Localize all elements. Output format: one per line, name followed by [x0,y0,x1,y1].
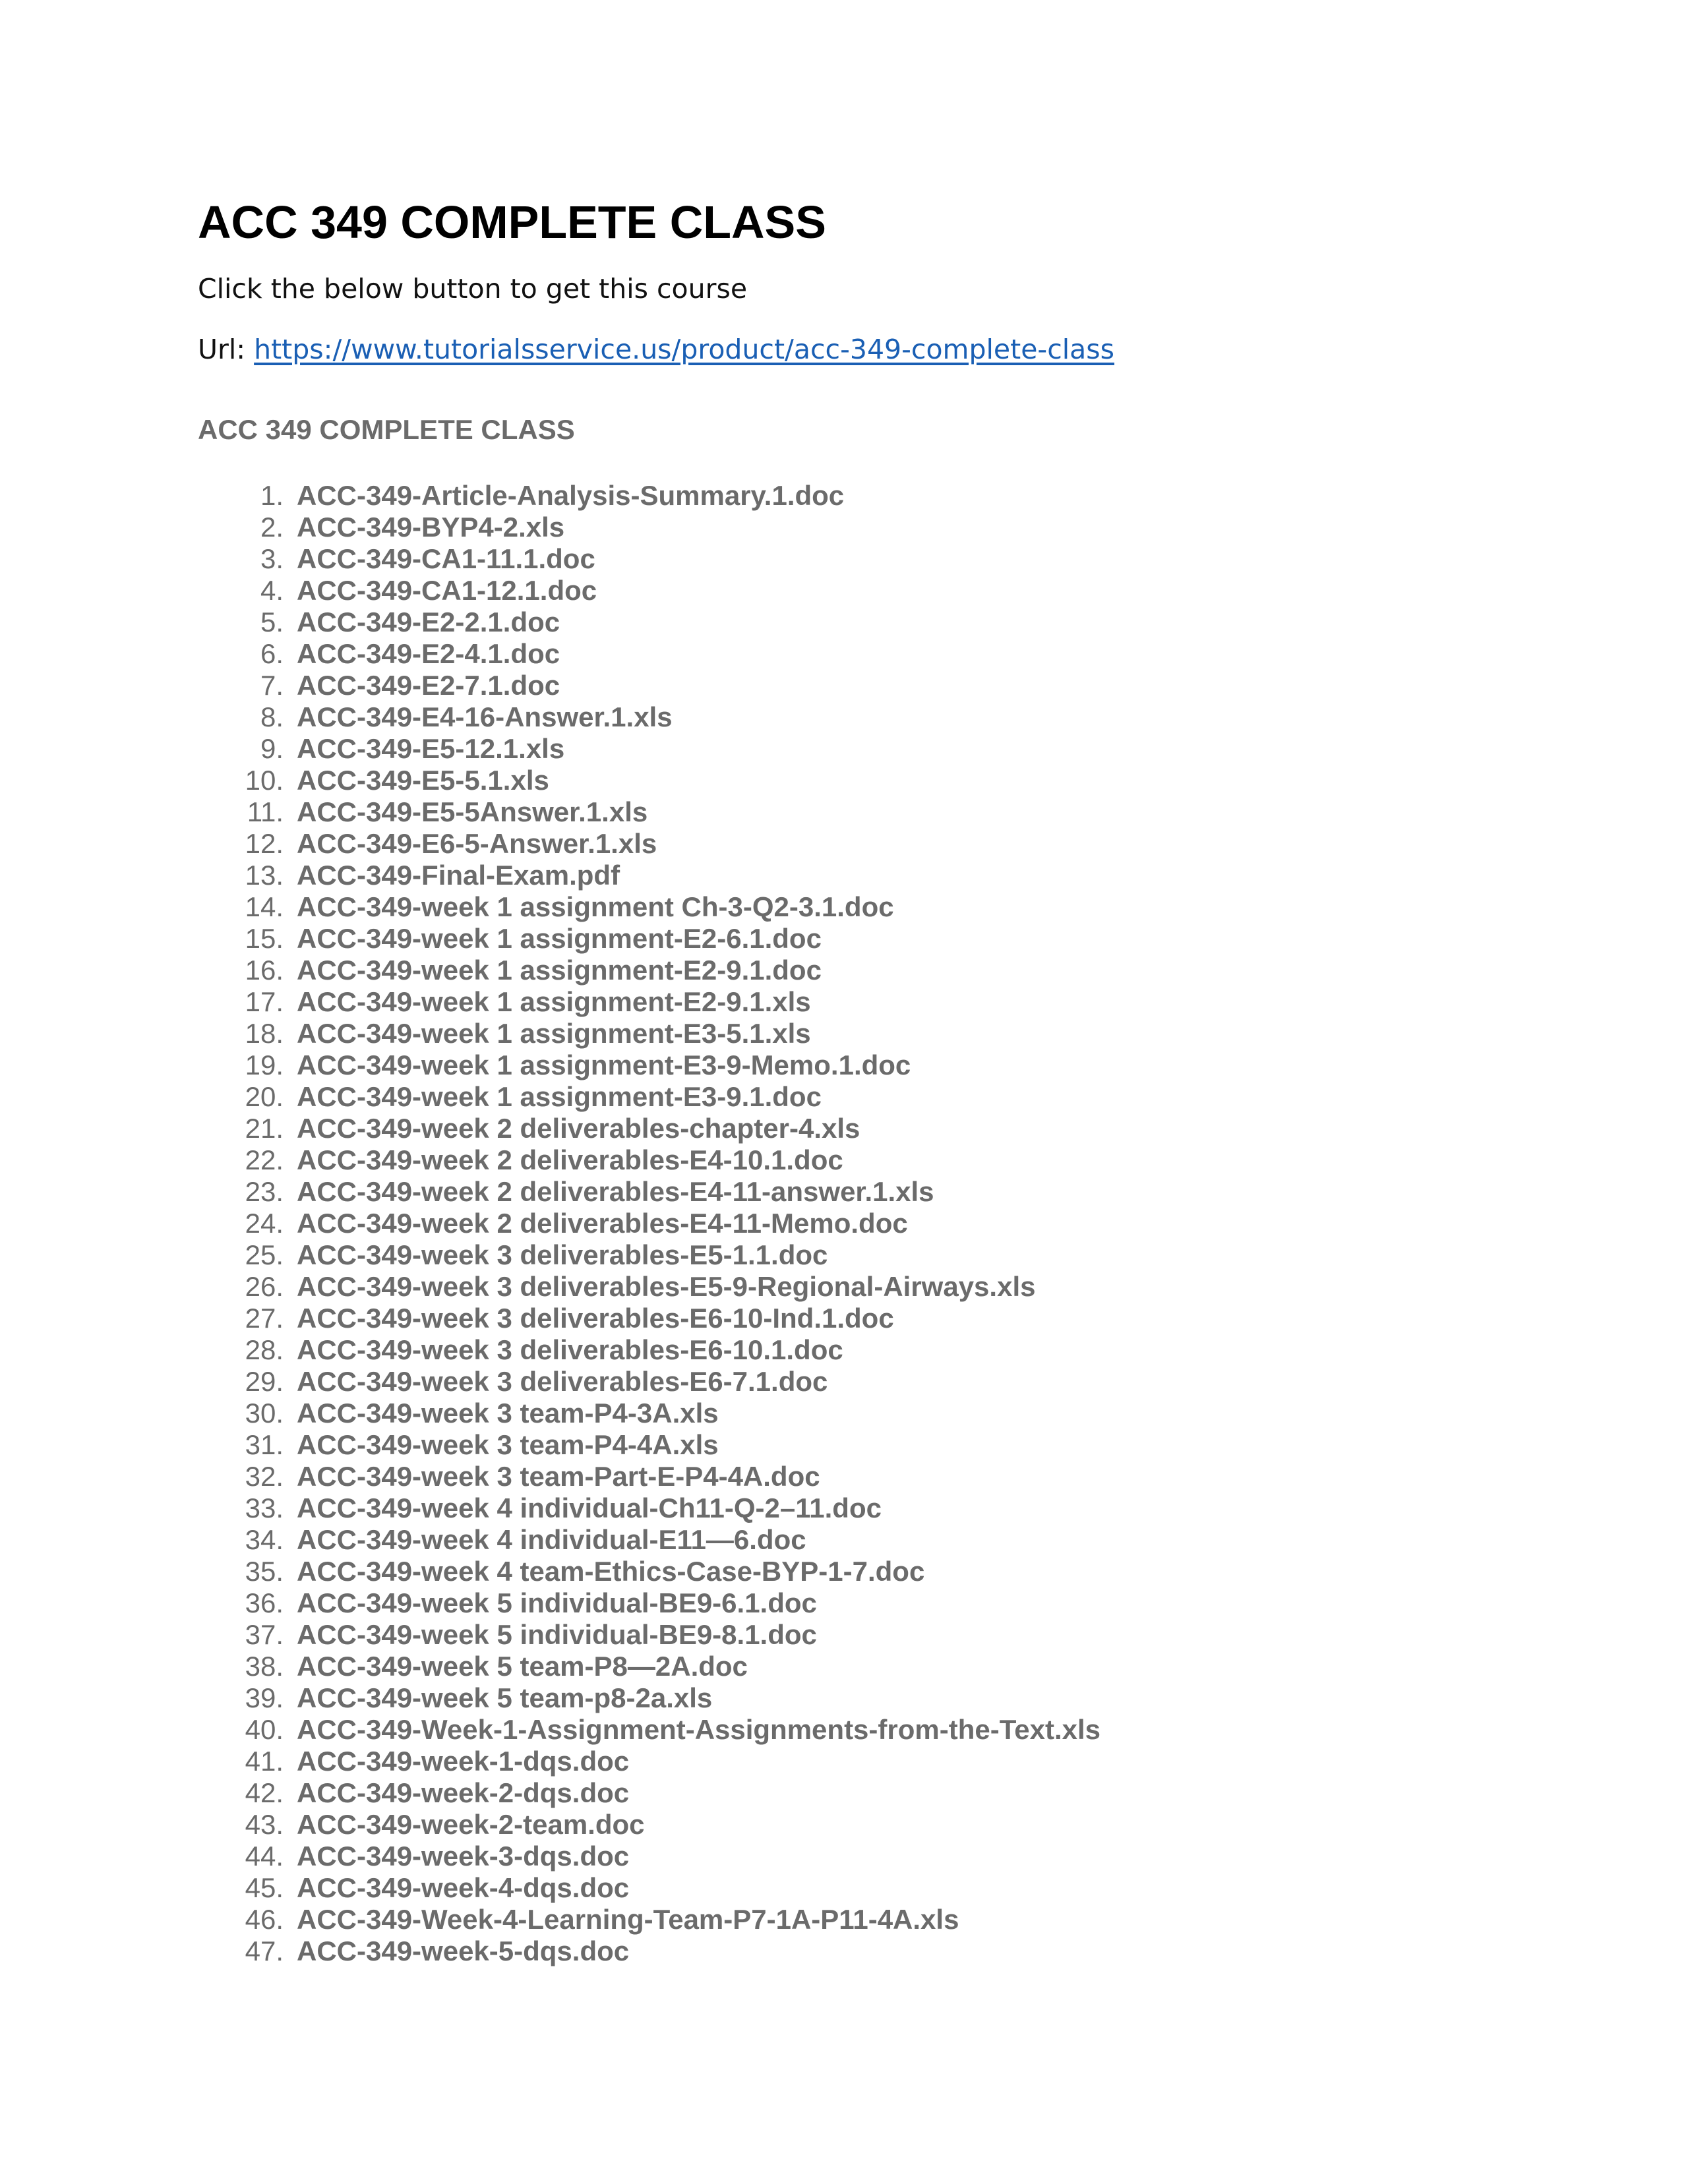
list-item [237,1271,1100,1303]
list-item-number: 46. [245,1904,284,1935]
list-item [237,1492,1100,1524]
list-item-number: 36. [245,1587,284,1618]
list-item-filename: ACC-349-week 3 team-Part-E-P4-4A.doc [297,1461,820,1492]
list-item [237,1049,1100,1081]
list-item [237,923,1100,955]
list-item [237,575,1100,606]
list-item-filename: ACC-349-week-1-dqs.doc [297,1746,630,1777]
list-item-number: 39. [245,1682,284,1713]
list-item-number: 9. [260,733,284,764]
list-item [237,512,1100,543]
list-item-filename: ACC-349-week 2 deliverables-E4-10.1.doc [297,1144,843,1175]
list-item [237,1144,1100,1176]
list-item-filename: ACC-349-week 2 deliverables-chapter-4.xls [297,1113,860,1144]
list-item-filename: ACC-349-week-3-dqs.doc [297,1841,630,1872]
list-item-number: 5. [260,606,284,637]
list-item-filename: ACC-349-week 3 deliverables-E5-1.1.doc [297,1239,828,1270]
course-url-link[interactable]: https://www.tutorialsservice.us/product/acc-349-complete-class [254,334,1114,365]
list-item-filename: ACC-349-week 3 deliverables-E6-10-Ind.1.doc [297,1303,894,1334]
list-item-filename: ACC-349-week 4 individual-Ch11-Q-2–11.doc [297,1492,882,1523]
list-item-filename: ACC-349-week 3 deliverables-E5-9-Regional-Airways.xls [297,1271,1036,1302]
list-item-filename: ACC-349-week 1 assignment-E3-9-Memo.1.doc [297,1049,911,1080]
list-item-filename: ACC-349-E5-5Answer.1.xls [297,796,648,827]
list-item [237,1746,1100,1777]
list-item-number: 8. [260,701,284,732]
list-item-number: 42. [245,1777,284,1808]
list-item-filename: ACC-349-Week-4-Learning-Team-P7-1A-P11-4A.xls [297,1904,959,1935]
list-item-number: 15. [245,923,284,954]
list-item-number: 40. [245,1714,284,1745]
list-item-number: 25. [245,1239,284,1270]
list-item-number: 26. [245,1271,284,1302]
list-item-number: 31. [245,1429,284,1460]
list-item-number: 20. [245,1081,284,1112]
list-item-filename: ACC-349-week 3 deliverables-E6-10.1.doc [297,1334,843,1365]
list-item [237,733,1100,765]
list-item [237,1587,1100,1619]
list-item-filename: ACC-349-week-2-team.doc [297,1809,645,1840]
list-item-filename: ACC-349-week 5 individual-BE9-8.1.doc [297,1619,817,1650]
list-item-filename: ACC-349-week-4-dqs.doc [297,1872,630,1903]
list-item-number: 37. [245,1619,284,1650]
list-item [237,1777,1100,1809]
list-item [237,828,1100,860]
list-item-number: 17. [245,986,284,1017]
list-item-filename: ACC-349-Final-Exam.pdf [297,860,620,891]
list-item-number: 2. [260,512,284,543]
list-item [237,1682,1100,1714]
list-item-number: 16. [245,955,284,986]
list-item-number: 27. [245,1303,284,1334]
list-item [237,1239,1100,1271]
list-item-filename: ACC-349-E5-12.1.xls [297,733,565,764]
list-item [237,1904,1100,1935]
file-list [237,480,1100,1967]
section-heading: ACC 349 COMPLETE CLASS [198,414,575,445]
list-item-filename: ACC-349-E6-5-Answer.1.xls [297,828,657,859]
list-item-number: 1. [260,480,284,511]
list-item [237,955,1100,986]
list-item [237,1524,1100,1556]
list-item-number: 6. [260,638,284,669]
list-item-filename: ACC-349-week 1 assignment Ch-3-Q2-3.1.doc [297,891,894,922]
list-item-number: 18. [245,1018,284,1049]
list-item [237,1398,1100,1429]
list-item-filename: ACC-349-BYP4-2.xls [297,512,565,543]
list-item-filename: ACC-349-CA1-11.1.doc [297,543,595,574]
list-item-filename: ACC-349-week 4 individual-E11—6.doc [297,1524,806,1555]
list-item-number: 34. [245,1524,284,1555]
list-item [237,1303,1100,1334]
list-item-filename: ACC-349-CA1-12.1.doc [297,575,597,606]
list-item-filename: ACC-349-week 3 team-P4-3A.xls [297,1398,719,1429]
list-item [237,1176,1100,1208]
list-item-filename: ACC-349-E5-5.1.xls [297,765,549,796]
list-item [237,1018,1100,1049]
list-item-filename: ACC-349-week 1 assignment-E3-9.1.doc [297,1081,822,1112]
list-item-filename: ACC-349-E2-7.1.doc [297,670,560,701]
list-item-number: 47. [245,1935,284,1966]
list-item-filename: ACC-349-week 3 deliverables-E6-7.1.doc [297,1366,828,1397]
list-item [237,638,1100,670]
list-item [237,606,1100,638]
list-item-filename: ACC-349-Week-1-Assignment-Assignments-from-the-Text.xls [297,1714,1101,1745]
list-item-filename: ACC-349-week-5-dqs.doc [297,1935,630,1966]
list-item [237,891,1100,923]
list-item-number: 33. [245,1492,284,1523]
list-item-filename: ACC-349-week 3 team-P4-4A.xls [297,1429,719,1460]
list-item-filename: ACC-349-week 1 assignment-E2-6.1.doc [297,923,822,954]
list-item-filename: ACC-349-E4-16-Answer.1.xls [297,701,673,732]
list-item [237,1935,1100,1967]
list-item-filename: ACC-349-week 1 assignment-E2-9.1.doc [297,955,822,986]
list-item-number: 21. [245,1113,284,1144]
list-item [237,1208,1100,1239]
list-item-number: 4. [260,575,284,606]
list-item [237,1556,1100,1587]
intro-text: Click the below button to get this course [198,273,748,305]
list-item-number: 28. [245,1334,284,1365]
list-item [237,1809,1100,1841]
url-label: Url: [198,334,246,365]
list-item-number: 32. [245,1461,284,1492]
url-line [198,330,1114,369]
list-item-filename: ACC-349-week 5 team-p8-2a.xls [297,1682,713,1713]
list-item [237,1841,1100,1872]
list-item-filename: ACC-349-E2-4.1.doc [297,638,560,669]
list-item [237,796,1100,828]
list-item [237,1113,1100,1144]
list-item [237,765,1100,796]
list-item [237,860,1100,891]
list-item-filename: ACC-349-Article-Analysis-Summary.1.doc [297,480,845,511]
list-item-number: 35. [245,1556,284,1587]
list-item [237,670,1100,701]
list-item-filename: ACC-349-week 2 deliverables-E4-11-Memo.doc [297,1208,908,1239]
list-item-number: 14. [245,891,284,922]
list-item-filename: ACC-349-week-2-dqs.doc [297,1777,630,1808]
list-item-number: 45. [245,1872,284,1903]
list-item-filename: ACC-349-week 5 team-P8—2A.doc [297,1651,748,1682]
list-item [237,1461,1100,1492]
list-item [237,1872,1100,1904]
list-item [237,1334,1100,1366]
list-item-number: 3. [260,543,284,574]
list-item-number: 41. [245,1746,284,1777]
list-item-number: 44. [245,1841,284,1872]
list-item [237,986,1100,1018]
list-item-filename: ACC-349-week 5 individual-BE9-6.1.doc [297,1587,817,1618]
list-item [237,480,1100,512]
list-item-number: 23. [245,1176,284,1207]
list-item-number: 13. [245,860,284,891]
list-item-number: 24. [245,1208,284,1239]
list-item-filename: ACC-349-week 1 assignment-E3-5.1.xls [297,1018,811,1049]
list-item [237,1081,1100,1113]
list-item-number: 19. [245,1049,284,1080]
list-item-number: 30. [245,1398,284,1429]
list-item [237,1714,1100,1746]
list-item-number: 11. [247,796,284,827]
list-item-number: 22. [245,1144,284,1175]
list-item [237,701,1100,733]
list-item-filename: ACC-349-week 1 assignment-E2-9.1.xls [297,986,811,1017]
list-item-filename: ACC-349-week 4 team-Ethics-Case-BYP-1-7.doc [297,1556,925,1587]
list-item-number: 43. [245,1809,284,1840]
list-item-number: 29. [245,1366,284,1397]
list-item [237,1619,1100,1651]
list-item-number: 38. [245,1651,284,1682]
list-item [237,1429,1100,1461]
list-item-number: 7. [260,670,284,701]
list-item-number: 12. [245,828,284,859]
list-item-filename: ACC-349-week 2 deliverables-E4-11-answer.1.xls [297,1176,934,1207]
list-item [237,543,1100,575]
list-item [237,1366,1100,1398]
list-item-number: 10. [245,765,284,796]
page-title: ACC 349 COMPLETE CLASS [198,196,826,248]
list-item-filename: ACC-349-E2-2.1.doc [297,606,560,637]
list-item [237,1651,1100,1682]
